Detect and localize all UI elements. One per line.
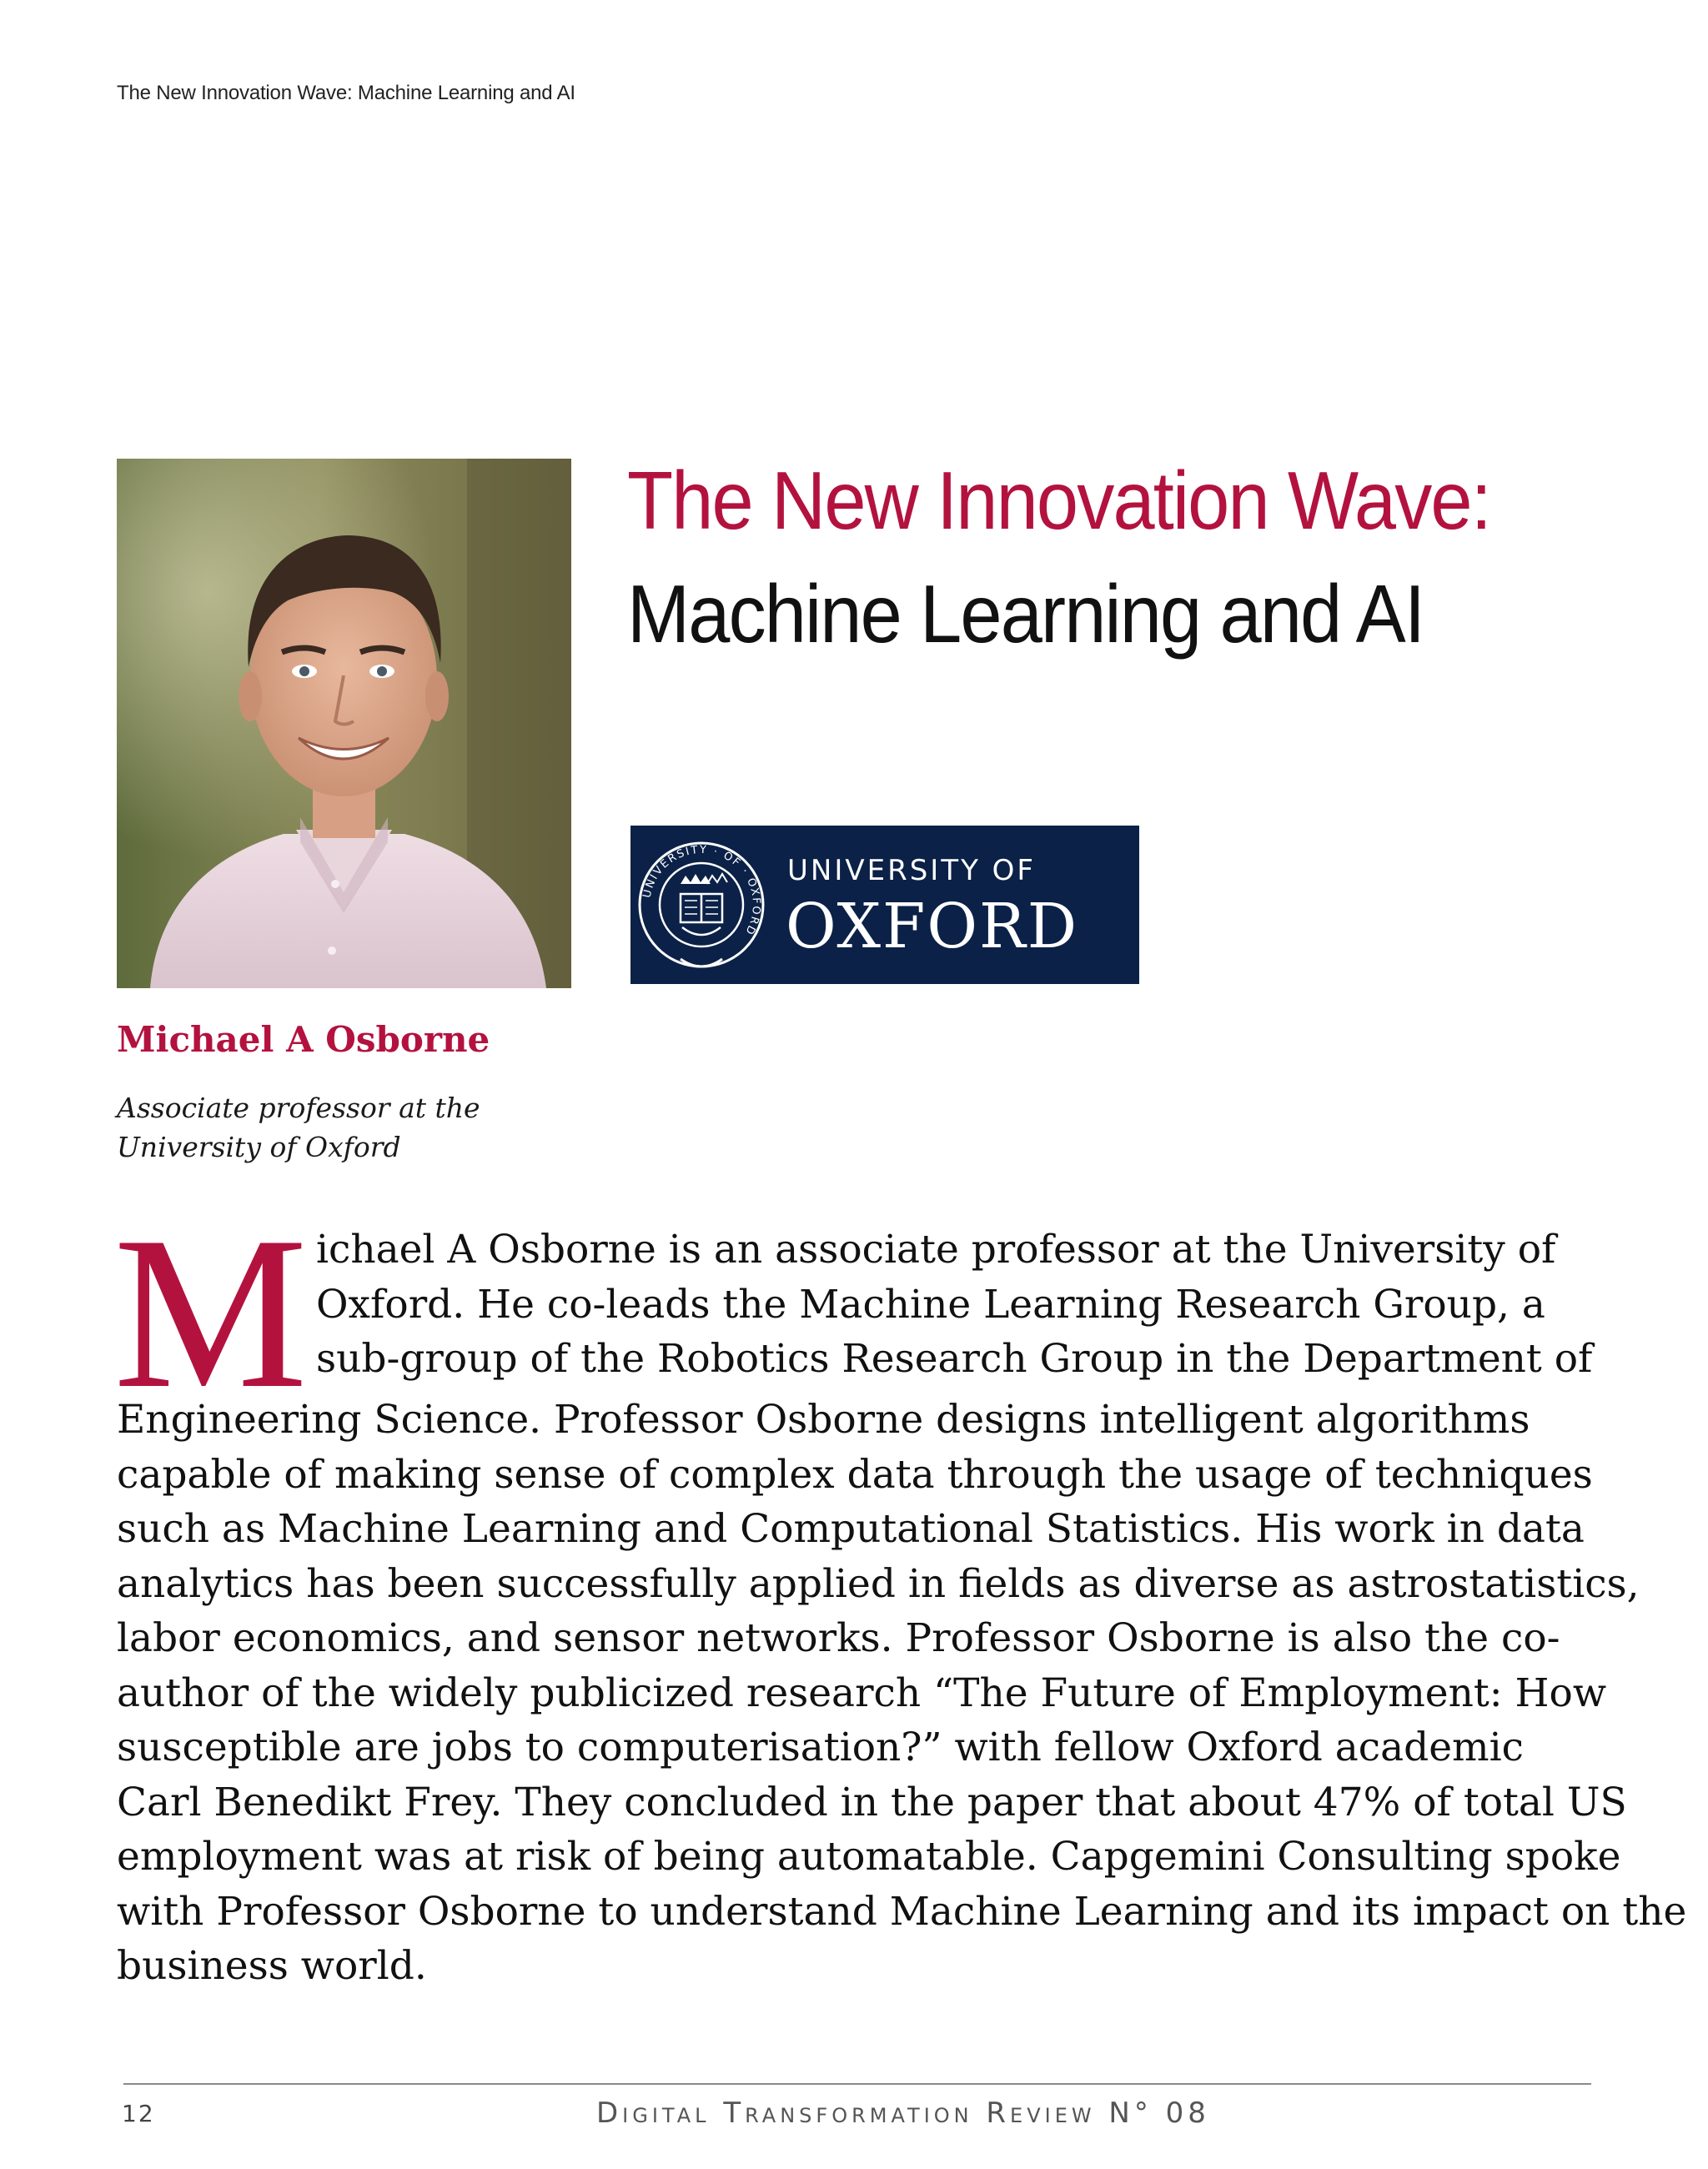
author-role-line-2: University of Oxford bbox=[117, 1131, 401, 1163]
page-number: 12 bbox=[122, 2100, 155, 2127]
oxford-seal-icon bbox=[630, 826, 772, 984]
footer-divider bbox=[123, 2083, 1591, 2085]
logo-line-oxford: OXFORD bbox=[786, 891, 1079, 962]
author-role-line-1: Associate professor at the bbox=[117, 1092, 480, 1124]
body-line: business world. bbox=[117, 1943, 427, 1989]
body-line: capable of making sense of complex data through the usage of techniques bbox=[117, 1451, 1593, 1498]
body-line: such as Machine Learning and Computational Statistics. His work in data bbox=[117, 1506, 1585, 1552]
article-intro bbox=[113, 1192, 1687, 1994]
body-line: susceptible are jobs to computerisation?” with fellow Oxford academic bbox=[117, 1725, 1524, 1770]
publication-name: Digital Transformation Review N° 08 bbox=[596, 2096, 1210, 2130]
body-line: Engineering Science. Professor Osborne designs intelligent algorithms bbox=[117, 1397, 1530, 1443]
drop-cap: M bbox=[113, 1192, 308, 1433]
title-line-1: The New Innovation Wave: bbox=[627, 454, 1490, 546]
running-header: The New Innovation Wave: Machine Learning and AI bbox=[117, 82, 575, 104]
body-line: author of the widely publicized research “The Future of Employment: How bbox=[117, 1669, 1607, 1716]
body-line: sub-group of the Robotics Research Group in the Department of bbox=[315, 1336, 1593, 1382]
body-line: employment was at risk of being automatable. Capgemini Consulting spoke bbox=[117, 1834, 1621, 1880]
body-line: analytics has been successfully applied in fields as diverse as astrostatistics, bbox=[117, 1560, 1640, 1607]
seal-text: UNIVERSITY · OF · OXFORD bbox=[640, 843, 763, 938]
author-photo bbox=[117, 459, 571, 988]
body-line: Oxford. He co-leads the Machine Learning Research Group, a bbox=[315, 1281, 1545, 1328]
university-of-oxford-logo bbox=[630, 826, 1139, 984]
logo-line-university-of: UNIVERSITY OF bbox=[787, 854, 1036, 887]
svg-text:UNIVERSITY · OF · OXFORD bbox=[640, 844, 762, 938]
article-title bbox=[627, 444, 1579, 670]
author-role bbox=[117, 1088, 480, 1167]
body-line: labor economics, and sensor networks. Professor Osborne is also the co- bbox=[117, 1615, 1560, 1661]
body-line: ichael A Osborne is an associate professor at the University of bbox=[315, 1227, 1556, 1273]
body-line: with Professor Osborne to understand Machine Learning and its impact on the bbox=[117, 1888, 1687, 1935]
title-line-2: Machine Learning and AI bbox=[627, 568, 1424, 660]
author-name: Michael A Osborne bbox=[117, 1019, 490, 1060]
body-line: Carl Benedikt Frey. They concluded in the paper that about 47% of total US bbox=[117, 1779, 1627, 1825]
